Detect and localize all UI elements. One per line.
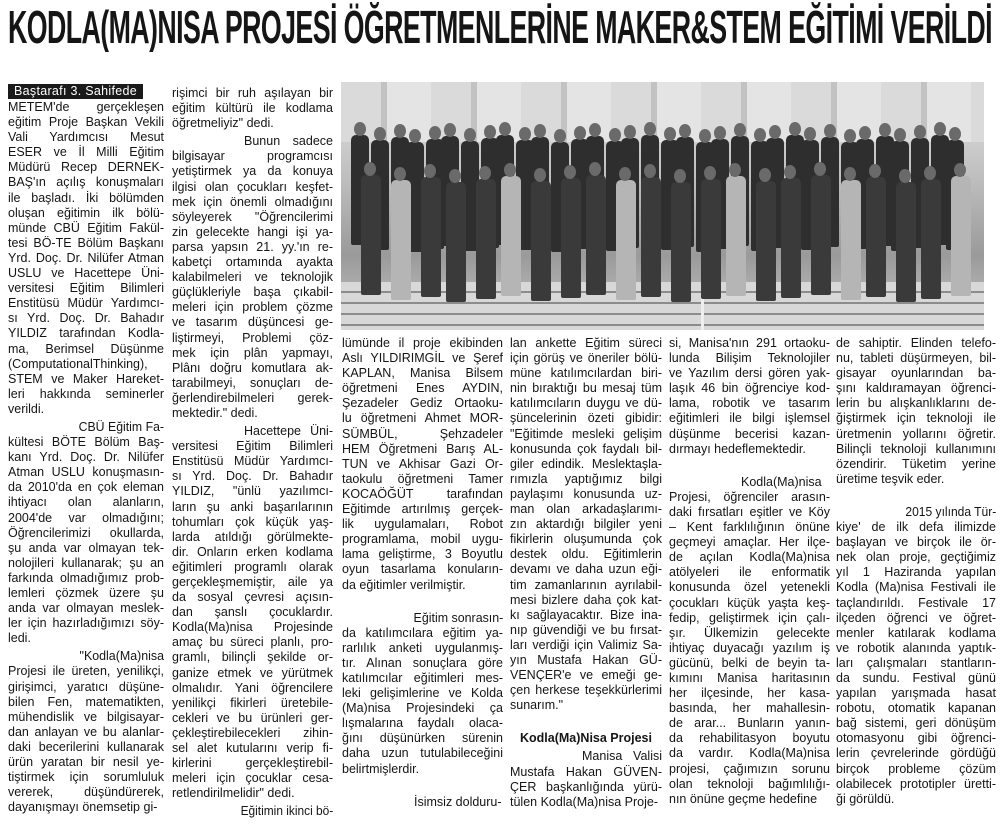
text-line: konusunda çok faydalı bil- — [510, 441, 662, 456]
text-line: Eğitimde artırılmış gerçek- — [342, 502, 503, 517]
text-line: gramlı, bilinçli şekilde or- — [172, 650, 333, 665]
text-line: Bunun sadece — [244, 134, 333, 149]
text-line: sel alet kutularını verip fi- — [172, 741, 333, 756]
text-line: tarabilmeyi, sonuçları de- — [172, 375, 333, 390]
text-line: fedip, geliştirmek için çalı- — [669, 610, 830, 625]
text-line: man olan arkadaşlarımı- — [510, 502, 662, 517]
text-line: tohumları çok küçük yaş- — [172, 514, 333, 529]
continued-from-label: Baştarafı 3. Sahifede — [8, 84, 143, 99]
text-line: ları çalışmaları stantların- — [836, 655, 996, 670]
text-line: sunarım." — [510, 698, 564, 713]
text-line: olan teknoloji bağımlılığı- — [669, 776, 830, 791]
text-line: lemleri çözmek üzere şu — [8, 586, 164, 600]
text-line: lışmalarına faydalı olaca- — [342, 716, 503, 731]
paragraph — [8, 649, 164, 815]
paragraph — [172, 804, 333, 819]
text-line: Eğitim sonrasın- — [413, 610, 504, 625]
text-line: "Eğitimde mesleki gelişim — [510, 426, 662, 441]
text-line: çocukları küçük yaşta keş- — [669, 595, 830, 610]
text-line: her ilçesinde, her kasa- — [669, 686, 830, 701]
text-line: tır. Alınan sonuçlara göre — [342, 655, 503, 670]
text-line: geçmeyi amaçlar. Her ilçe- — [669, 535, 830, 550]
headline — [8, 2, 992, 52]
text-line: de açılan Kodla(Ma)nisa — [669, 550, 830, 565]
text-line: zin gelecekte hangi işi ya- — [172, 224, 333, 239]
text-line: tiştirmek için sorumluluk — [8, 770, 164, 785]
text-line: verildi. — [8, 401, 45, 416]
text-line: lik uygulamaları, Robot — [342, 517, 503, 532]
text-line: kültesi BÖTE Bölüm Baş- — [8, 435, 164, 450]
text-line: yetiştirmek ya da konuya — [172, 164, 333, 179]
text-line: Kodla(Ma)nisa — [741, 474, 822, 489]
text-line: da sundu. Festival günü — [836, 670, 996, 685]
paragraph — [836, 505, 996, 807]
text-line: olmalıdır. Yani öğrencilere — [172, 680, 333, 695]
text-line: ÇER başkanlığında yürü- — [510, 779, 662, 794]
text-line: nolojileri kullanarak; şu an — [8, 555, 164, 570]
text-line: paylaşımı konusunda uz- — [510, 486, 662, 501]
text-line: versitesi Eğitim Bilimleri — [8, 281, 164, 296]
text-line: daki fırsatları eşitler ve Köy — [669, 504, 830, 519]
text-line: kirlerini gerçekleştirebil- — [172, 756, 333, 771]
text-line: da sosyal çevresi açısın- — [172, 590, 333, 605]
paragraph-gap — [342, 596, 503, 611]
text-line: si, Manisa'nın 291 ortaoku- — [669, 336, 830, 350]
text-line: leri hakkında seminerler — [8, 386, 164, 401]
text-line: oluşan eğitimin ilk bölü- — [8, 205, 164, 220]
text-line: 2004'de var olmadığını; — [8, 510, 164, 525]
text-line: kımını Manisa haritasının — [669, 670, 830, 685]
text-line: da rehabilitasyon boyutu — [669, 731, 830, 746]
text-line: Kodla(Ma)nisa Projesinde — [172, 620, 333, 635]
text-line: projesi, çağımızın sorunu — [669, 761, 830, 776]
text-line: Bilinçli teknoloji kullanımını — [836, 441, 996, 456]
text-line: Projesi ile üreten, yenilikçi, — [8, 664, 164, 679]
text-line: katılımcıların duygu ve dü- — [510, 396, 662, 411]
text-line: İsimsiz dolduru- — [414, 794, 502, 809]
text-line: yın Mustafa Hakan GÜ- — [510, 652, 662, 667]
text-line: üretime teşvik eder. — [836, 471, 945, 486]
text-line: nın önüne geçme hedefine — [669, 791, 818, 806]
text-line: konusunda özel yetenekli — [669, 580, 830, 595]
text-line: tim zamanlarının ayrılabil- — [510, 577, 662, 592]
text-line: düşünme becerisi kazan- — [669, 426, 830, 441]
text-line: Projesi, öğrenciler arasın- — [669, 489, 830, 504]
text-line: için görüş ve öneriler bölü- — [510, 351, 662, 366]
text-line: ği görüldü. — [836, 791, 895, 806]
paragraph — [836, 336, 996, 487]
text-line: Öğrencilerimizi okullarda, — [8, 525, 164, 540]
text-line: amaç bu süreci planlı, pro- — [172, 635, 333, 650]
text-line: yapılan yarışmada hasat — [836, 686, 996, 701]
text-line: meleri için çocuklar cesa- — [172, 771, 333, 786]
text-line: KOCAÖĞÜT tarafından — [342, 486, 503, 501]
text-line: nu, tableti düşürmeyen, bil- — [836, 351, 996, 366]
paragraph-gap — [669, 460, 830, 475]
text-line: devamı ve daha uzun eği- — [510, 562, 662, 577]
text-line: eğitimleri ile bilgi işlemsel — [669, 411, 830, 426]
text-line: katılımcılar eğitimleri mes- — [342, 670, 503, 685]
text-line: parsa yapsın 21. yy.'ın re- — [172, 239, 333, 254]
text-line: gerçekleşmemiştir, aile ya — [172, 575, 333, 589]
text-line: Manisa Valisi — [582, 749, 662, 764]
text-line: VENÇER'e ve emeği ge- — [510, 668, 662, 683]
text-line: versitesi Eğitim Bilimleri — [172, 439, 333, 454]
text-line: menler katılarak kodlama — [836, 625, 996, 640]
text-line: girişimci, yaratıcı düşüne- — [8, 679, 164, 694]
text-line: kalabilmeleri ve teknolojik — [172, 270, 333, 285]
paragraph — [342, 795, 503, 810]
text-line: Enstitüsü Müdür Yardımcı- — [172, 454, 333, 469]
text-line: 2015 yılında Tür- — [905, 504, 997, 519]
text-line: mek için önemli olmadığını — [172, 194, 333, 209]
text-line: dan şanslı çocuklardır. — [172, 605, 333, 620]
text-line: TUN ve Akhisar Gazi Or- — [342, 456, 503, 471]
text-line: daki becerilerini kullanarak — [8, 739, 164, 754]
text-line: robotu, otomatik kapanan — [836, 701, 996, 716]
text-line: kı sağlayacaktır. Bize ina- — [510, 607, 662, 622]
text-line: dir. Onların erken kodlama — [172, 544, 333, 559]
text-line: da eğitimler verilmiştir. — [342, 577, 466, 592]
text-line: dırmayı hedeflemektedir. — [669, 441, 806, 456]
text-line: ilgisi olan çocukları keşfet- — [172, 179, 333, 194]
text-line: basında, her mahallesin- — [669, 701, 830, 716]
text-line: birçok probleme çözüm — [836, 761, 996, 776]
paragraph — [342, 336, 503, 593]
text-line: fikirlerin oluşumunda çok — [510, 532, 662, 547]
subheading — [510, 731, 662, 746]
text-line: vererek, düşündürerek, — [8, 785, 164, 800]
text-line: YILDIZ tarafından Kodla- — [8, 326, 164, 341]
text-line: programlama, mobil uygu- — [342, 532, 503, 547]
paragraph — [669, 475, 830, 807]
text-line: ları verdiği için Valimiz Sa- — [510, 637, 662, 652]
text-line: eğitim Proje Başkan Vekili — [8, 115, 164, 130]
text-line: müne katılımcılardan biri- — [510, 366, 662, 381]
text-line: lu öğretmeni Ahmet MOR- — [342, 411, 503, 426]
text-line: ürün yaratan bir nesil ye- — [8, 755, 164, 770]
text-line: Yrd. Doç. Dr. Nilüfer Atman — [8, 250, 164, 265]
text-line: da katılımcılara eğitim ya- — [342, 625, 503, 640]
text-line: güçlükleriyle başa çıkabil- — [172, 285, 333, 300]
text-line: Müdürü Recep DERNEK- — [8, 160, 164, 175]
text-line: kanı Yrd. Doç. Dr. Nilüfer — [8, 450, 164, 465]
text-line: gücünü, belki de beyin ta- — [669, 655, 830, 670]
text-line: retlendirilmelidir" dedi. — [172, 786, 295, 801]
text-line: ler için hazırladığımızı söy- — [8, 616, 164, 631]
text-line: şüncelerinin özeti gibidir: — [510, 411, 662, 426]
text-line: şını kaldıramayan öğrenci- — [836, 381, 996, 396]
text-line: münde CBÜ Eğitim Fakül- — [8, 220, 164, 235]
text-line: destek oldu. Eğitimlerin — [510, 547, 662, 562]
text-line: liştirmeyi, Problemi çöz- — [172, 330, 333, 345]
text-line: nin bıraktığı bu mesaj tüm — [510, 381, 662, 396]
text-line: çekleştirebilecekleri zihin- — [172, 725, 333, 740]
text-line: tülen Kodla(Ma)nisa Proje- — [510, 794, 658, 809]
subheading-text: Kodla(Ma)Nisa Projesi — [520, 731, 652, 746]
paragraph — [342, 611, 503, 777]
text-line: da vardır. Kodla(Ma)nisa — [669, 746, 830, 761]
text-line: dayanışmayı önemsetip gi- — [8, 800, 158, 815]
text-line: rişimci bir ruh aşılayan bir — [172, 86, 333, 100]
text-line: ile başladı. İki bölümden — [8, 190, 164, 205]
text-line: ve robotik alanında yaptık- — [836, 640, 996, 655]
article-column-1 — [8, 84, 164, 818]
text-line: de arar... Bunların yanın- — [669, 716, 830, 731]
text-line: otomasyonu gibi öğrenci- — [836, 731, 996, 746]
text-line: sı Yrd. Doç. Dr. Bahadır — [172, 469, 333, 484]
text-line: lama geliştirme, 3 Boyutlu — [342, 547, 503, 562]
paragraph-gap — [836, 490, 996, 505]
text-line: CBÜ Eğitim Fa- — [78, 419, 164, 434]
paragraph — [669, 336, 830, 457]
text-line: daha uzun tutulabileceğini — [342, 746, 503, 761]
text-line: lerin bu alışkanlıklarını de- — [836, 396, 996, 411]
article-column-5 — [669, 336, 830, 810]
text-line: USLU ve Hacettepe Üni- — [8, 266, 164, 281]
text-line: öğretmeliyiz" dedi. — [172, 116, 274, 131]
text-line: SÜMBÜL, Şehzadeler — [342, 426, 503, 441]
text-line: ma, Berimsel Düşünme — [8, 341, 164, 356]
text-line: "Kodla(Ma)nisa — [79, 649, 165, 664]
text-line: yıl 1 Haziranda yapılan — [836, 565, 996, 580]
text-line: eğitimleri programlı olarak — [172, 559, 333, 574]
text-line: öğretmeni Enes AYDIN, — [342, 381, 503, 396]
text-line: BAŞ'ın açılış konuşmaları — [8, 175, 164, 190]
text-line: eğitim kültürü ile kodlama — [172, 101, 333, 116]
text-line: şu anda var olmayan tek- — [8, 540, 164, 555]
text-line: da 2010'da en çok eleman — [8, 480, 164, 495]
text-line: farkında olmadığımız prob- — [8, 570, 164, 585]
text-line: lama, robotik ve tasarım — [669, 396, 830, 411]
text-line: ve Yazılım dersi gören yak- — [669, 366, 830, 381]
text-line: ESER ve İl Milli Eğitim — [8, 145, 164, 160]
text-line: mektedir." dedi. — [172, 405, 258, 420]
text-line: tesi BÖ-TE Bölüm Başkanı — [8, 235, 164, 250]
text-line: yenilikçi fikirleri üretebile- — [172, 695, 333, 710]
paragraph — [510, 336, 662, 713]
text-line: söyleyerek "Öğrencilerimi — [172, 209, 333, 224]
text-line: YILDIZ, "ünlü yazılımcı- — [172, 484, 333, 499]
text-line: STEM ve Maker Hareket- — [8, 371, 164, 386]
text-line: kabetçi ortamında ayakta — [172, 255, 333, 270]
text-line: belirtmişlerdir. — [342, 761, 420, 776]
text-line: taokulu öğretmeni Tamer — [342, 471, 503, 486]
article-column-2 — [172, 86, 333, 823]
paragraph-gap — [510, 716, 662, 731]
text-line: Hacettepe Üni- — [244, 424, 333, 439]
text-line: özendirir. Tüketim yerine — [836, 456, 996, 471]
text-line: anda var olmayan meslek- — [8, 601, 164, 616]
paragraph — [510, 749, 662, 809]
text-line: giler edindik. Meslektaşla- — [510, 456, 662, 471]
text-line: ğiştirmek için teknoloji ile — [836, 411, 996, 426]
article-column-4 — [510, 336, 662, 813]
text-line: gisayar oyunlarından ba- — [836, 366, 996, 381]
text-line: leki gelişimlerine ve Kolda — [342, 686, 503, 701]
text-line: çen herkese teşekkürlerimi — [510, 683, 662, 698]
text-line: rarlılık anketi uygulanmış- — [342, 640, 503, 655]
text-line: bilgisayar programcısı — [172, 149, 333, 164]
text-line: atölyeleri ile enformatik — [669, 565, 830, 580]
paragraph — [172, 86, 333, 131]
text-line: şır. Ülkemizin gelecekte — [669, 625, 830, 640]
paragraph — [172, 424, 333, 801]
text-line: ledi. — [8, 631, 31, 646]
text-line: üretmenin yollarını öğretir. — [836, 426, 996, 441]
text-line: ve tasarım düşüncesi ge- — [172, 315, 333, 330]
text-line: ganize etmek ve yürütmek — [172, 665, 333, 680]
text-line: lan ankette Eğitim süreci — [510, 336, 662, 350]
text-line: taçlandırıldı. Festivale 17 — [836, 595, 996, 610]
text-line: mesi bizlere daha çok kat- — [510, 592, 662, 607]
text-line: ilçeden öğrenci ve öğret- — [836, 610, 996, 625]
text-line: ların şu anki başarılarının — [172, 499, 333, 514]
text-line: bilen Fen, matematikten, — [8, 694, 164, 709]
text-line: (ComputationalThinking), — [8, 356, 148, 371]
headline-text: KODLA(MA)NISA PROJESİ ÖĞRETMENLERİNE MAKER&STEM EĞİTİMİ VERİLDİ — [8, 2, 992, 52]
text-line: Plânı doğru komutlara ak- — [172, 360, 333, 375]
text-line: Şezadeler Gediz Ortaoku- — [342, 396, 503, 411]
text-line: bağ sistemi, geri dönüşüm — [836, 716, 996, 731]
text-line: Mustafa Hakan GÜVEN- — [510, 764, 662, 779]
text-line: ğerlendirebilmeleri gerek- — [172, 390, 333, 405]
text-line: ihtiyaç duyacağı yazılım iş — [669, 640, 830, 655]
text-line: mek için plân yapmayı, — [172, 345, 333, 360]
text-line: ğını düşünürken sürenin — [342, 731, 503, 746]
text-line: laşık 46 bin öğrenciye kod- — [669, 381, 830, 396]
text-line: Atman USLU konuşmasın- — [8, 465, 164, 480]
text-line: oyun tasarlama konuların- — [342, 562, 503, 577]
text-line: METEM'de gerçekleşen — [8, 100, 164, 114]
text-line: Enstitüsü Müdür Yardımcı- — [8, 296, 164, 311]
paragraph — [8, 420, 164, 646]
text-line: de sahiptir. Elinden telefo- — [836, 336, 996, 350]
text-line: Kodla (Ma)nisa Festivali ile — [836, 580, 996, 595]
text-line: nıp güvendiği ve bu fırsat- — [510, 622, 662, 637]
text-line: lerin çevrelerinde gördüğü — [836, 746, 996, 761]
text-line: lümünde il proje ekibinden — [342, 336, 503, 350]
text-line: zın aktardığı bilgiler yeni — [510, 517, 662, 532]
text-line: nek olan proje, geçtiğimiz — [836, 550, 996, 565]
group-photo — [341, 82, 984, 330]
text-line: lunda Bilişim Teknolojiler — [669, 351, 830, 366]
text-line: KAPLAN, Manisa Bilsem — [342, 366, 503, 381]
text-line: olabilecek prototipler üretti- — [836, 776, 996, 791]
text-line: kiye' de ilk defa ilimizde — [836, 520, 996, 535]
text-line: – Kent farklılığının önüne — [669, 520, 830, 535]
text-line: Aslı YILDIRIMGİL ve Şeref — [342, 351, 503, 366]
paragraph-gap — [342, 780, 503, 795]
article-column-6 — [836, 336, 996, 810]
paragraph — [8, 100, 164, 417]
text-line: larda atıldığı görülmekte- — [172, 529, 333, 544]
text-line: meleri için problem çözme — [172, 300, 333, 315]
text-line: mühendislik ve bilgisayar- — [8, 709, 164, 724]
text-line: sı Yrd. Doç. Dr. Bahadır — [8, 311, 164, 326]
text-line: ihtiyacı olan alanların, — [8, 495, 164, 510]
text-line: rımızla yaptığımız bilgi — [510, 471, 662, 486]
text-line: HEM Öğretmeni Barış AL- — [342, 441, 503, 456]
text-line: başlayan ve birçok ile ör- — [836, 535, 996, 550]
article-column-3 — [342, 336, 503, 813]
text-line: Eğitimin ikinci bö- — [240, 804, 334, 819]
text-line: Vali Yardımcısı Mesut — [8, 130, 164, 145]
text-line: (Ma)nisa Projesindeki ça — [342, 701, 503, 716]
text-line: cekleri ve bu ürünleri ger- — [172, 710, 333, 725]
text-line: dan anlayan ve bu alanlar- — [8, 724, 164, 739]
paragraph — [172, 134, 333, 421]
